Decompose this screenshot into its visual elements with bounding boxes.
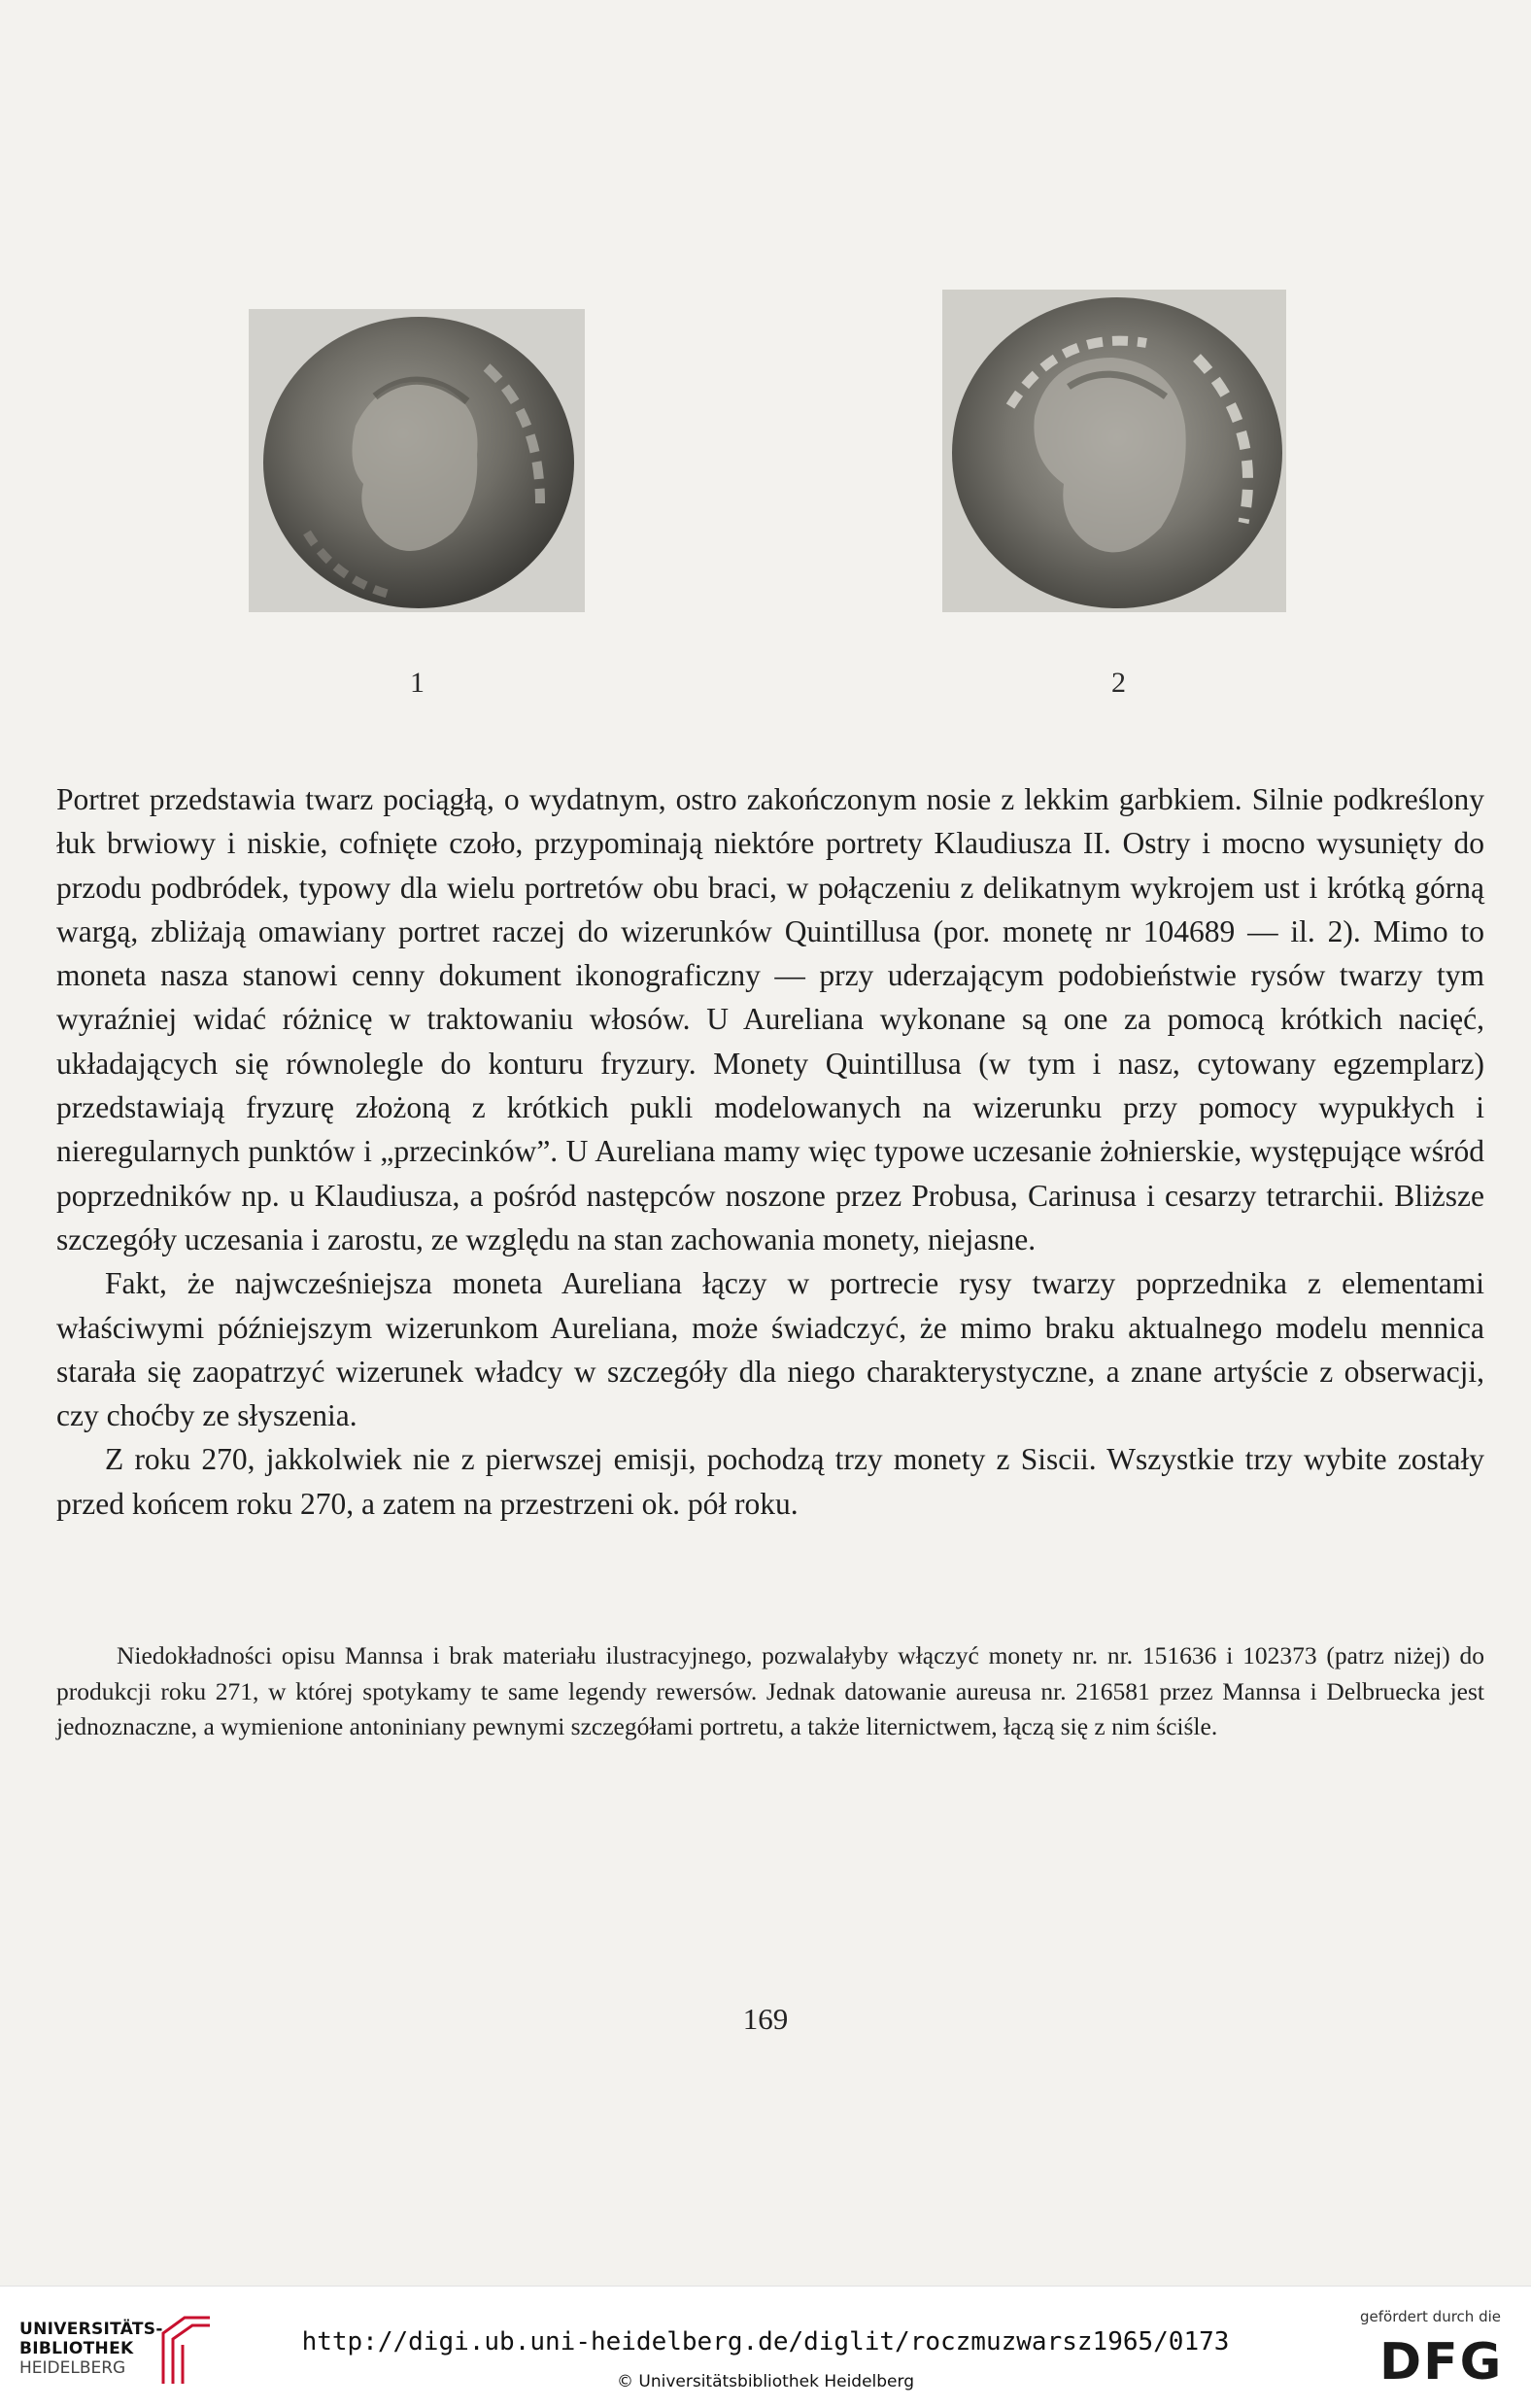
library-name-line1: UNIVERSITÄTS- xyxy=(19,2320,163,2339)
coin-image-2 xyxy=(942,290,1286,612)
funding-label: gefördert durch die xyxy=(1360,2308,1501,2325)
digitization-footer xyxy=(0,2286,1531,2408)
figure-number-2: 2 xyxy=(1111,667,1126,699)
coin-photo-2 xyxy=(942,290,1286,612)
library-name-line2: BIBLIOTHEK xyxy=(19,2339,134,2358)
copyright-notice: © Universitätsbibliothek Heidelberg xyxy=(616,2372,914,2391)
source-url-link[interactable]: http://digi.ub.uni-heidelberg.de/diglit/roczmuzwarsz1965/0173 xyxy=(301,2327,1230,2356)
coin-image-1 xyxy=(249,309,585,612)
dfg-logo: DFG xyxy=(1379,2333,1504,2391)
figure-number-1: 1 xyxy=(410,667,425,699)
page-number: 169 xyxy=(742,2002,789,2036)
paragraph-3: Z roku 270, jakkolwiek nie z pierwszej emisji, pochodzą trzy monety z Siscii. Wszystkie trzy wybite zostały przed końcem roku 270, a zatem na przestrzeni ok. pół roku. xyxy=(56,1442,1484,1521)
coin-photo-1 xyxy=(249,309,585,612)
footnote: Niedokładności opisu Mannsa i brak materiału ilustracyjnego, pozwalałyby włączyć monety nr. nr. 151636 i 102373 (patrz niżej) do produkcji roku 271, w której spotykamy te same legendy rewersów. Jednak datowanie aureusa nr. 216581 przez Mannsa i Delbruecka jest jednoznaczne, a wymienione antoniniany pewnymi szczegółami portretu, a także liternictwem, łączą się z nim ściśle. xyxy=(56,1641,1484,1740)
library-name-line3: HEIDELBERG xyxy=(19,2358,126,2378)
paragraph-1: Portret przedstawia twarz pociągłą, o wydatnym, ostro zakończonym nosie z lekkim garbkiem. Silnie podkreślony łuk brwiowy i niskie, cofnięte czoło, przypominają niektóre portrety Klaudiusza II. Ostry i mocno wysunięty do przodu podbródek, typowy dla wielu portretów obu braci, w połączeniu z delikatnym wykrojem ust i krótką górną wargą, zbliżają omawiany portret raczej do wizerunków Quintillusa (por. monetę nr 104689 — il. 2). Mimo to moneta nasza stanowi cenny dokument ikonograficzny — przy uderzającym podobieństwie rysów twarzy tym wyraźniej widać różnicę w traktowaniu włosów. U Aureliana wykonane są one za pomocą krótkich nacięć, układających się równolegle do konturu fryzury. Monety Quintillusa (w tym i nasz, cytowany egzemplarz) przedstawiają fryzurę złożoną z krótkich pukli modelowanych na wizerunku przy pomocy wypukłych i nieregularnych punktów i „przecinków”. U Aureliana mamy więc typowe uczesanie żołnierskie, występujące wśród poprzedników np. u Klaudiusza, a pośród następców noszone przez Probusa, Carinusa i cesarzy tetrarchii. Bliższe szczegóły uczesania i zarostu, ze względu na stan zachowania monety, niejasne. xyxy=(56,782,1484,1256)
main-text xyxy=(56,777,1484,1526)
paragraph-2: Fakt, że najwcześniejsza moneta Aureliana łączy w portrecie rysy twarzy poprzednika z elementami właściwymi późniejszym wizerunkom Aureliana, może świadczyć, że mimo braku aktualnego modelu mennica starała się zaopatrzyć wizerunek władcy w szczegóły dla niego charakterystyczne, a znane artyście z obserwacji, czy choćby ze słyszenia. xyxy=(56,1266,1484,1433)
